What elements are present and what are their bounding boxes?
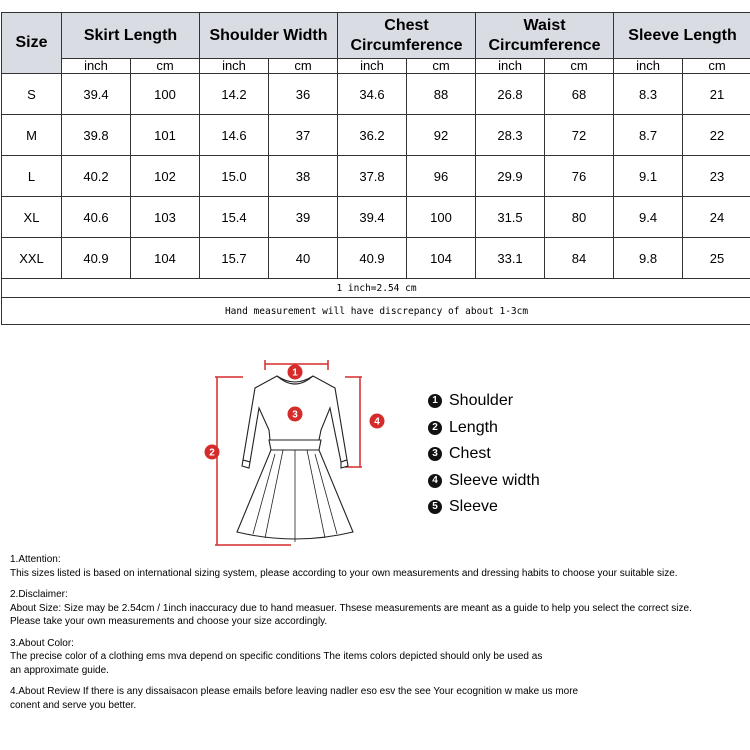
legend-item-shoulder: [428, 388, 540, 415]
table-cell: 15.4: [200, 197, 269, 238]
size-label: S: [2, 74, 62, 115]
table-cell: 103: [131, 197, 200, 238]
legend-label: Shoulder: [449, 392, 514, 410]
table-cell: 40.2: [62, 156, 131, 197]
table-cell: 38: [269, 156, 338, 197]
note-line: About Size: Size may be 2.54cm / 1inch inaccuracy due to hand measuer. Thsese measurements are meant as a guide to help you select the correct size.: [10, 602, 692, 614]
legend-number: 1: [428, 394, 442, 408]
table-cell: 37.8: [338, 156, 407, 197]
dress-diagram: [195, 350, 395, 550]
table-cell: 37: [269, 115, 338, 156]
table-cell: 14.2: [200, 74, 269, 115]
note-line: 4.About Review If there is any dissaisacon please emails before leaving nadler eso esv the see Your ecognition w make us more: [10, 686, 579, 697]
unit-cell: inch: [200, 59, 269, 74]
marker-3-label: 3: [292, 409, 298, 421]
table-cell: 9.4: [614, 197, 683, 238]
marker-3: [288, 407, 303, 422]
size-chart-table: [1, 12, 750, 325]
units-row: [2, 59, 750, 74]
legend-number: 3: [428, 447, 442, 461]
unit-cell: cm: [683, 59, 750, 74]
table-cell: 21: [683, 74, 750, 115]
measurement-legend: [428, 388, 540, 521]
conversion-note: 1 inch=2.54 cm: [2, 279, 750, 298]
note-line: Please take your own measurements and choose your size accordingly.: [10, 616, 328, 627]
legend-number: 5: [428, 500, 442, 514]
marker-1-label: 1: [292, 367, 298, 379]
table-cell: 9.8: [614, 238, 683, 279]
notes-section: [10, 553, 750, 720]
table-cell: 23: [683, 156, 750, 197]
table-cell: 15.0: [200, 156, 269, 197]
table-cell: 22: [683, 115, 750, 156]
note-review: [10, 685, 750, 712]
table-cell: 40.9: [62, 238, 131, 279]
table-cell: 15.7: [200, 238, 269, 279]
table-row: [2, 197, 750, 238]
unit-cell: cm: [407, 59, 476, 74]
table-cell: 96: [407, 156, 476, 197]
marker-2: [205, 445, 220, 460]
conversion-row: [2, 279, 750, 298]
table-cell: 92: [407, 115, 476, 156]
table-cell: 104: [407, 238, 476, 279]
table-cell: 14.6: [200, 115, 269, 156]
note-title: 1.Attention:: [10, 554, 61, 565]
table-row: [2, 156, 750, 197]
table-cell: 101: [131, 115, 200, 156]
table-cell: 24: [683, 197, 750, 238]
table-cell: 8.3: [614, 74, 683, 115]
legend-item-chest: [428, 441, 540, 468]
dress-outline: [237, 376, 353, 542]
table-cell: 39.4: [338, 197, 407, 238]
size-label: XL: [2, 197, 62, 238]
note-line: This sizes listed is based on international sizing system, please according to your own measurements and dressing habits to choose your suitable size.: [10, 567, 678, 579]
table-cell: 25: [683, 238, 750, 279]
size-label: M: [2, 115, 62, 156]
table-cell: 28.3: [476, 115, 545, 156]
header-waist-circumference: Waist Circumference: [476, 13, 614, 59]
unit-cell: cm: [545, 59, 614, 74]
note-color: [10, 637, 750, 678]
note-attention: [10, 553, 750, 580]
table-cell: 39: [269, 197, 338, 238]
marker-4-label: 4: [374, 416, 380, 428]
table-row: [2, 238, 750, 279]
legend-item-sleeve: [428, 494, 540, 521]
note-line: an approximate guide.: [10, 664, 109, 676]
legend-label: Chest: [449, 445, 491, 463]
marker-2-label: 2: [209, 447, 215, 459]
header-size: Size: [2, 13, 62, 74]
legend-item-length: [428, 415, 540, 442]
header-sleeve-length: Sleeve Length: [614, 13, 750, 59]
header-skirt-length: Skirt Length: [62, 13, 200, 59]
table-cell: 100: [407, 197, 476, 238]
size-label: XXL: [2, 238, 62, 279]
note-line: The precise color of a clothing ems mva depend on specific conditions The items colors depicted should only be used as: [10, 651, 543, 662]
table-cell: 31.5: [476, 197, 545, 238]
table-cell: 39.4: [62, 74, 131, 115]
table-cell: 40.9: [338, 238, 407, 279]
table-cell: 88: [407, 74, 476, 115]
table-cell: 72: [545, 115, 614, 156]
table-cell: 39.8: [62, 115, 131, 156]
table-cell: 100: [131, 74, 200, 115]
size-label: L: [2, 156, 62, 197]
note-title: 3.About Color:: [10, 637, 74, 649]
table-cell: 102: [131, 156, 200, 197]
unit-cell: inch: [62, 59, 131, 74]
table-cell: 104: [131, 238, 200, 279]
table-row: [2, 115, 750, 156]
legend-label: Length: [449, 418, 498, 436]
table-cell: 68: [545, 74, 614, 115]
table-cell: 40: [269, 238, 338, 279]
unit-cell: cm: [131, 59, 200, 74]
unit-cell: cm: [269, 59, 338, 74]
legend-item-sleeve-width: [428, 468, 540, 495]
table-cell: 29.9: [476, 156, 545, 197]
legend-label: Sleeve: [449, 498, 498, 516]
measurement-note: Hand measurement will have discrepancy of about 1-3cm: [2, 298, 750, 325]
legend-label: Sleeve width: [449, 471, 540, 489]
table-cell: 34.6: [338, 74, 407, 115]
table-cell: 76: [545, 156, 614, 197]
header-chest-circumference: Chest Circumference: [338, 13, 476, 59]
table-cell: 8.7: [614, 115, 683, 156]
table-cell: 84: [545, 238, 614, 279]
table-cell: 26.8: [476, 74, 545, 115]
table-cell: 80: [545, 197, 614, 238]
table-cell: 36.2: [338, 115, 407, 156]
table-cell: 9.1: [614, 156, 683, 197]
header-shoulder-width: Shoulder Width: [200, 13, 338, 59]
note-line: conent and serve you better.: [10, 699, 137, 711]
header-row: [2, 13, 750, 59]
table-cell: 36: [269, 74, 338, 115]
marker-1: [288, 365, 303, 380]
measurement-row: [2, 298, 750, 325]
table-cell: 33.1: [476, 238, 545, 279]
unit-cell: inch: [614, 59, 683, 74]
unit-cell: inch: [338, 59, 407, 74]
legend-number: 4: [428, 474, 442, 488]
note-title: 2.Disclaimer:: [10, 589, 68, 600]
marker-4: [370, 414, 385, 429]
note-disclaimer: [10, 588, 750, 629]
legend-number: 2: [428, 421, 442, 435]
table-row: [2, 74, 750, 115]
unit-cell: inch: [476, 59, 545, 74]
table-cell: 40.6: [62, 197, 131, 238]
